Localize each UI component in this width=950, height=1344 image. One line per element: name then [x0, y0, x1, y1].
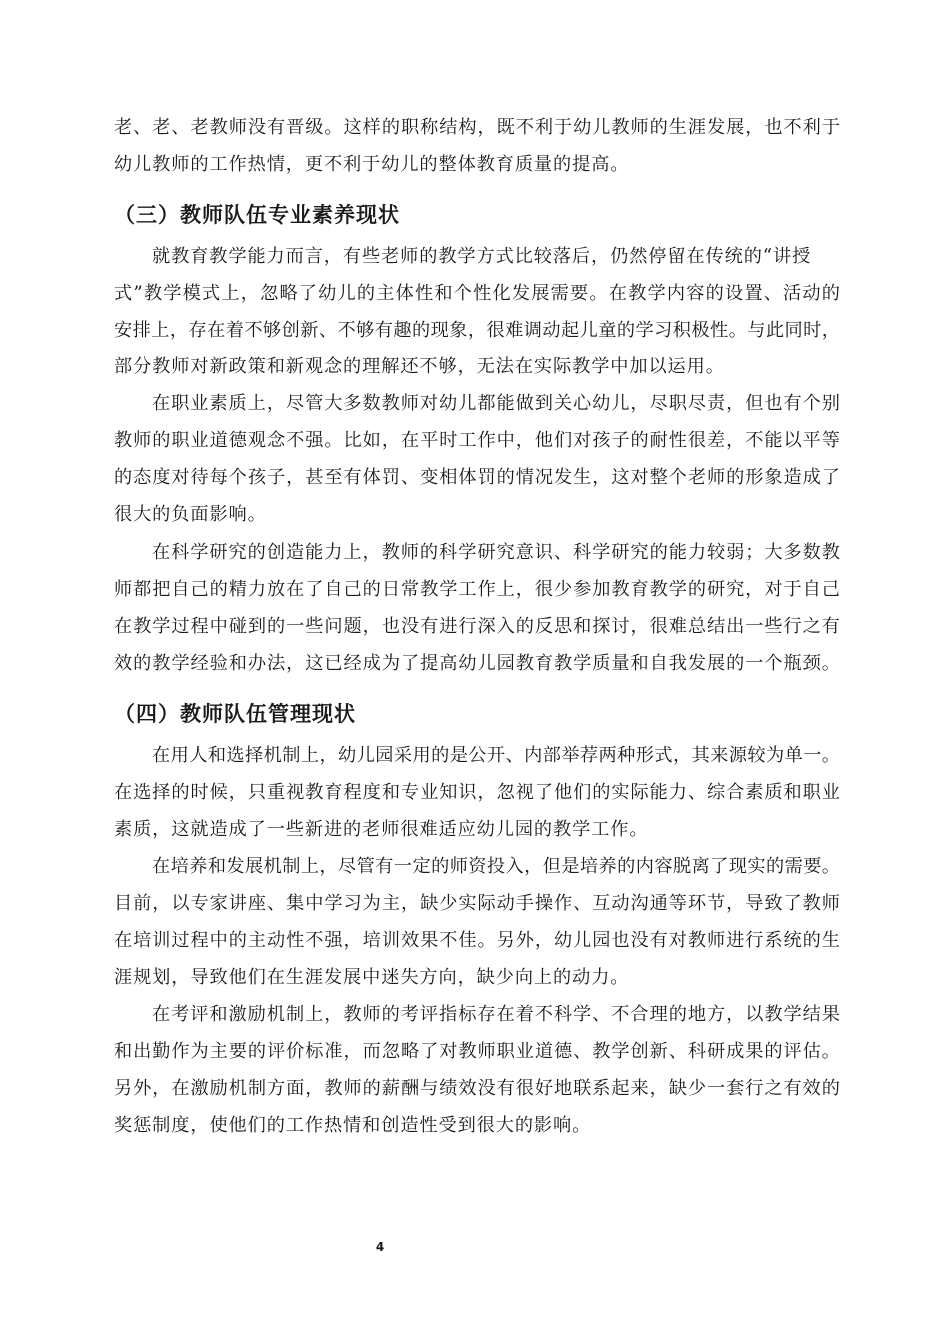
body-text-line: 老、老、老教师没有晋级。这样的职称结构，既不利于幼儿教师的生涯发展，也不利于 [114, 117, 840, 138]
body-text-line: 教师的职业道德观念不强。比如，在平时工作中，他们对孩子的耐性很差，不能以平等 [114, 430, 840, 451]
body-text-line: 在用人和选择机制上，幼儿园采用的是公开、内部举荐两种形式，其来源较为单一。 [152, 745, 840, 766]
body-text-line: 涯规划，导致他们在生涯发展中迷失方向，缺少向上的动力。 [114, 967, 630, 988]
body-text-line: 在科学研究的创造能力上，教师的科学研究意识、科学研究的能力较弱；大多数教 [152, 542, 840, 563]
body-text-line: 在培训过程中的主动性不强，培训效果不佳。另外，幼儿园也没有对教师进行系统的生 [114, 930, 840, 951]
body-text-line: 素质，这就造成了一些新进的老师很难适应幼儿园的教学工作。 [114, 819, 649, 840]
body-text-line: 目前，以专家讲座、集中学习为主，缺少实际动手操作、互动沟通等环节，导致了教师 [114, 893, 840, 914]
body-text-line: 安排上，存在着不够创新、不够有趣的现象，很难调动起儿童的学习积极性。与此同时， [114, 320, 840, 341]
body-text-line: 在职业素质上，尽管大多数教师对幼儿都能做到关心幼儿，尽职尽责，但也有个别 [152, 393, 840, 414]
body-text-line: 在培养和发展机制上，尽管有一定的师资投入，但是培养的内容脱离了现实的需要。 [152, 856, 840, 877]
body-text-line: 部分教师对新政策和新观念的理解还不够，无法在实际教学中加以运用。 [114, 356, 725, 377]
section-heading-4: （四）教师队伍管理现状 [114, 702, 356, 726]
body-text-line: 幼儿教师的工作热情，更不利于幼儿的整体教育质量的提高。 [114, 154, 630, 175]
body-text-line: 就教育教学能力而言，有些老师的教学方式比较落后，仍然停留在传统的“讲授 [152, 246, 812, 267]
body-text-line: 和出勤作为主要的评价标准，而忽略了对教师职业道德、教学创新、科研成果的评估。 [114, 1041, 840, 1062]
body-text-line: 式”教学模式上，忽略了幼儿的主体性和个性化发展需要。在教学内容的设置、活动的 [114, 283, 840, 304]
body-text-line: 在教学过程中碰到的一些问题，也没有进行深入的反思和探讨，很难总结出一些行之有 [114, 616, 840, 637]
body-text-line: 在选择的时候，只重视教育程度和专业知识，忽视了他们的实际能力、综合素质和职业 [114, 782, 840, 803]
body-text-line: 奖惩制度，使他们的工作热情和创造性受到很大的影响。 [114, 1115, 592, 1136]
body-text-line: 师都把自己的精力放在了自己的日常教学工作上，很少参加教育教学的研究，对于自己 [114, 579, 840, 600]
body-text-line: 另外，在激励机制方面，教师的薪酬与绩效没有很好地联系起来，缺少一套行之有效的 [114, 1078, 840, 1099]
body-text-line: 的态度对待每个孩子，甚至有体罚、变相体罚的情况发生，这对整个老师的形象造成了 [114, 467, 840, 488]
body-text-line: 效的教学经验和办法，这已经成为了提高幼儿园教育教学质量和自我发展的一个瓶颈。 [114, 653, 840, 674]
section-heading-3: （三）教师队伍专业素养现状 [114, 203, 400, 227]
body-text-line: 很大的负面影响。 [114, 504, 267, 525]
page-number: 4 [375, 1240, 385, 1254]
body-text-line: 在考评和激励机制上，教师的考评指标存在着不科学、不合理的地方，以教学结果 [152, 1004, 840, 1025]
